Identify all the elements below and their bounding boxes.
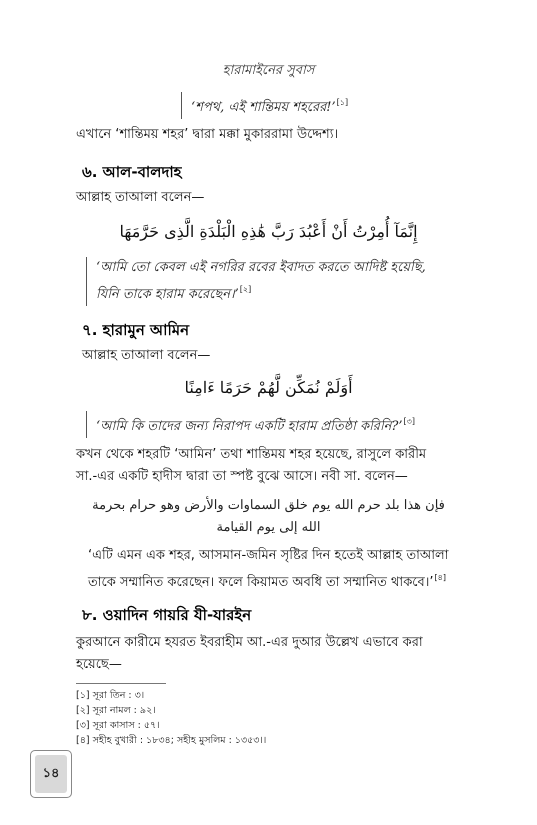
footnote-ref: [২] <box>239 285 252 294</box>
quote-text: ‘আমি কি তাদের জন্য নিরাপদ একটি হারাম প্রতিষ্ঠা করিনি?’ <box>96 419 403 434</box>
paragraph: কুরআনে কারীমে হযরত ইবরাহীম আ.-এর দুআর উল্লেখ এভাবে করা হয়েছে— <box>76 635 423 672</box>
quote-verse-translation <box>86 257 426 306</box>
quote-line: ‘আমি তো কেবল এই নগরির রবের ইবাদত করতে আদিষ্ট হয়েছি, <box>96 260 426 275</box>
arabic-verse: أَوَلَمْ نُمَكِّن لَّهُمْ حَرَمًا ءَامِنًا <box>184 378 353 397</box>
running-header: হারামাইনের সুবাস <box>222 63 315 78</box>
page-number: ১৪ <box>35 755 67 793</box>
page-number-box <box>30 750 72 798</box>
footnote: [৩] সূরা কাসাস : ৫৭। <box>76 720 160 731</box>
hadith-translation: ‘এটি এমন এক শহর, আসমান-জমিন সৃষ্টির দিন হতেই আল্লাহ তাআলা তাকে সম্মানিত করেছেন। ফলে কিয়ামত অবধি তা সম্মানিত থাকবে।’[৪] <box>88 548 449 590</box>
quote-shapath <box>181 92 348 119</box>
intro-text: আল্লাহ তাআলা বলেন— <box>82 348 211 363</box>
footnote-divider <box>76 683 166 684</box>
footnote-ref: [৩] <box>403 417 415 426</box>
footnote-ref: [৪] <box>434 573 446 582</box>
section-heading: ৮. ওয়াদিন গায়রি যী-যারইন <box>82 606 252 624</box>
section-heading: ৭. হারামুন আমিন <box>82 321 190 339</box>
footnote-ref: [১] <box>336 98 349 107</box>
hadith-arabic: فإن هذا بلد حرم الله يوم خلق السماوات والأرض وهو حرام بحرمة الله إلى يوم القيامة <box>92 498 445 535</box>
footnote: [২] সূরা নামল : ৯২। <box>76 705 156 716</box>
quote-line: যিনি তাকে হারাম করেছেন।’ <box>96 287 239 302</box>
footnote: [৪] সহীহ বুখারী : ১৮৩৪; সহীহ মুসলিম : ১৩৫৩।। <box>76 735 267 746</box>
footnote: [১] সূরা তিন : ৩। <box>76 690 145 701</box>
paragraph: কখন থেকে শহরটি ‘আমিন’ তথা শান্তিময় শহর হয়েছে, রাসুলে কারীম সা.-এর একটি হাদীস দ্বারা তা স্পষ্ট বুঝে আসে। নবী সা. বলেন— <box>76 447 427 484</box>
intro-text: আল্লাহ তাআলা বলেন— <box>76 190 205 205</box>
quote-verse-translation <box>86 411 415 438</box>
section-heading: ৬. আল-বালদাহ <box>82 163 182 181</box>
footnotes <box>76 688 266 748</box>
arabic-verse: إِنَّمَآ أُمِرْتُ أَنْ أَعْبُدَ رَبَّ هَٰذِهِ الْبَلْدَةِ الَّذِى حَرَّمَهَا <box>119 222 418 241</box>
paragraph: এখানে ‘শান্তিময় শহর’ দ্বারা মক্কা মুকাররামা উদ্দেশ্য। <box>76 127 339 142</box>
quote-text: ‘শপথ, এই শান্তিময় শহরের!’ <box>191 100 336 115</box>
